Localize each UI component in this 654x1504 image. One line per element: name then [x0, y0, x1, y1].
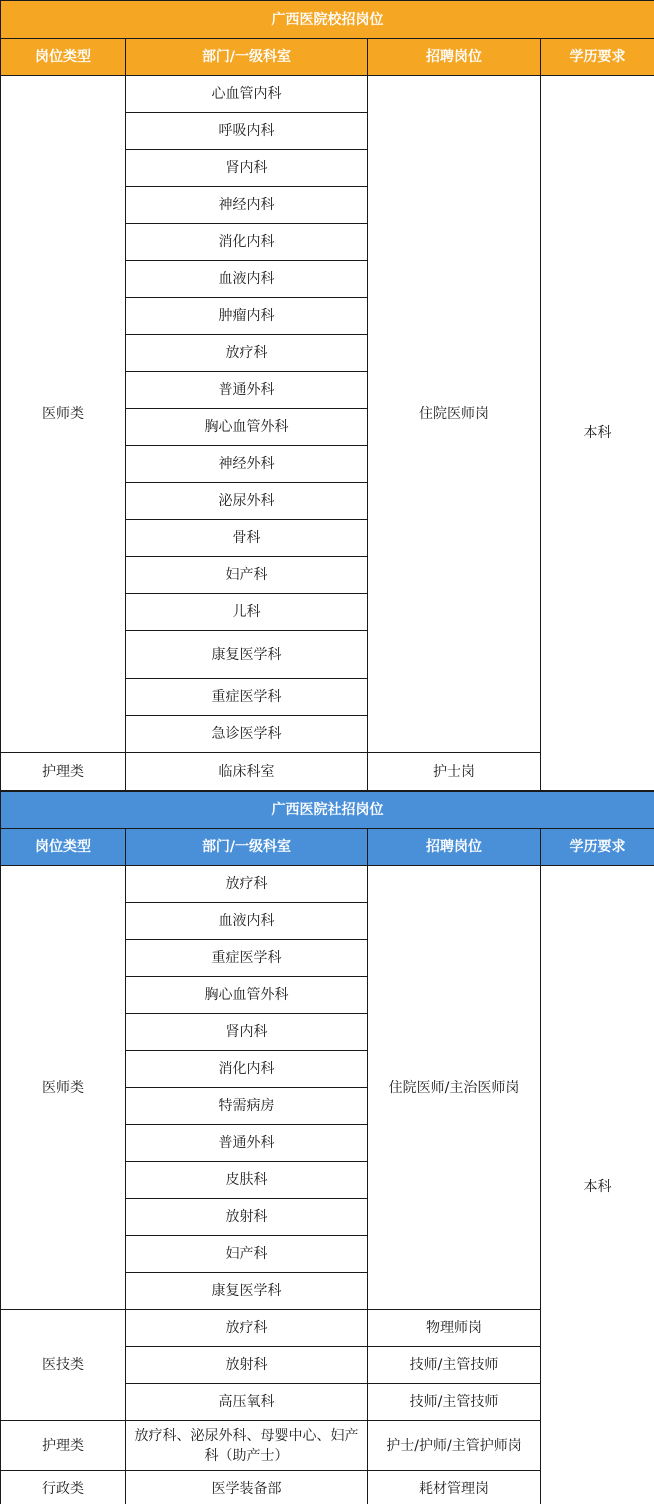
table-title: 广西医院社招岗位	[1, 792, 654, 829]
department-cell: 特需病房	[126, 1088, 368, 1125]
position-type-cell: 行政类	[1, 1471, 126, 1504]
recruit-position-cell: 护士岗	[368, 753, 541, 791]
department-cell: 血液内科	[126, 261, 368, 298]
position-type-cell: 医师类	[1, 866, 126, 1310]
position-type-cell: 医技类	[1, 1310, 126, 1421]
department-cell: 高压氧科	[126, 1384, 368, 1421]
department-cell: 妇产科	[126, 557, 368, 594]
department-cell: 消化内科	[126, 224, 368, 261]
recruit-position-cell: 住院医师/主治医师岗	[368, 866, 541, 1310]
department-cell: 骨科	[126, 520, 368, 557]
department-cell: 放疗科	[126, 866, 368, 903]
header-department: 部门/一级科室	[126, 829, 368, 866]
recruit-position-cell: 住院医师岗	[368, 76, 541, 753]
position-type-cell: 护理类	[1, 1421, 126, 1471]
header-education: 学历要求	[541, 829, 654, 866]
header-recruit-position: 招聘岗位	[368, 829, 541, 866]
department-cell: 皮肤科	[126, 1162, 368, 1199]
department-cell: 放疗科	[126, 1310, 368, 1347]
department-cell: 胸心血管外科	[126, 977, 368, 1014]
header-recruit-position: 招聘岗位	[368, 39, 541, 76]
recruit-position-cell: 技师/主管技师	[368, 1384, 541, 1421]
recruit-position-cell: 护士/护师/主管护师岗	[368, 1421, 541, 1471]
department-cell: 重症医学科	[126, 940, 368, 977]
header-position-type: 岗位类型	[1, 829, 126, 866]
table-title: 广西医院校招岗位	[1, 1, 654, 39]
department-cell: 普通外科	[126, 372, 368, 409]
department-cell: 康复医学科	[126, 1273, 368, 1310]
department-cell: 肿瘤内科	[126, 298, 368, 335]
department-cell: 重症医学科	[126, 679, 368, 716]
department-cell: 心血管内科	[126, 76, 368, 113]
department-cell: 急诊医学科	[126, 716, 368, 753]
department-cell: 放疗科	[126, 335, 368, 372]
department-cell: 血液内科	[126, 903, 368, 940]
department-cell: 放射科	[126, 1347, 368, 1384]
education-cell: 本科	[541, 866, 654, 1504]
department-cell: 放疗科、泌尿外科、母婴中心、妇产科（助产士）	[126, 1421, 368, 1471]
recruit-position-cell: 物理师岗	[368, 1310, 541, 1347]
department-cell: 康复医学科	[126, 631, 368, 679]
department-cell: 神经内科	[126, 187, 368, 224]
education-cell: 本科	[541, 76, 654, 791]
department-cell: 放射科	[126, 1199, 368, 1236]
department-cell: 肾内科	[126, 1014, 368, 1051]
department-cell: 儿科	[126, 594, 368, 631]
department-cell: 临床科室	[126, 753, 368, 791]
department-cell: 泌尿外科	[126, 483, 368, 520]
department-cell: 神经外科	[126, 446, 368, 483]
header-position-type: 岗位类型	[1, 39, 126, 76]
department-cell: 胸心血管外科	[126, 409, 368, 446]
department-cell: 肾内科	[126, 150, 368, 187]
header-department: 部门/一级科室	[126, 39, 368, 76]
department-cell: 消化内科	[126, 1051, 368, 1088]
position-type-cell: 医师类	[1, 76, 126, 753]
recruit-position-cell: 耗材管理岗	[368, 1471, 541, 1504]
department-cell: 妇产科	[126, 1236, 368, 1273]
social-recruitment-table	[0, 791, 654, 1504]
position-type-cell: 护理类	[1, 753, 126, 791]
department-cell: 医学装备部	[126, 1471, 368, 1504]
recruit-position-cell: 技师/主管技师	[368, 1347, 541, 1384]
department-cell: 普通外科	[126, 1125, 368, 1162]
header-education: 学历要求	[541, 39, 654, 76]
department-cell: 呼吸内科	[126, 113, 368, 150]
